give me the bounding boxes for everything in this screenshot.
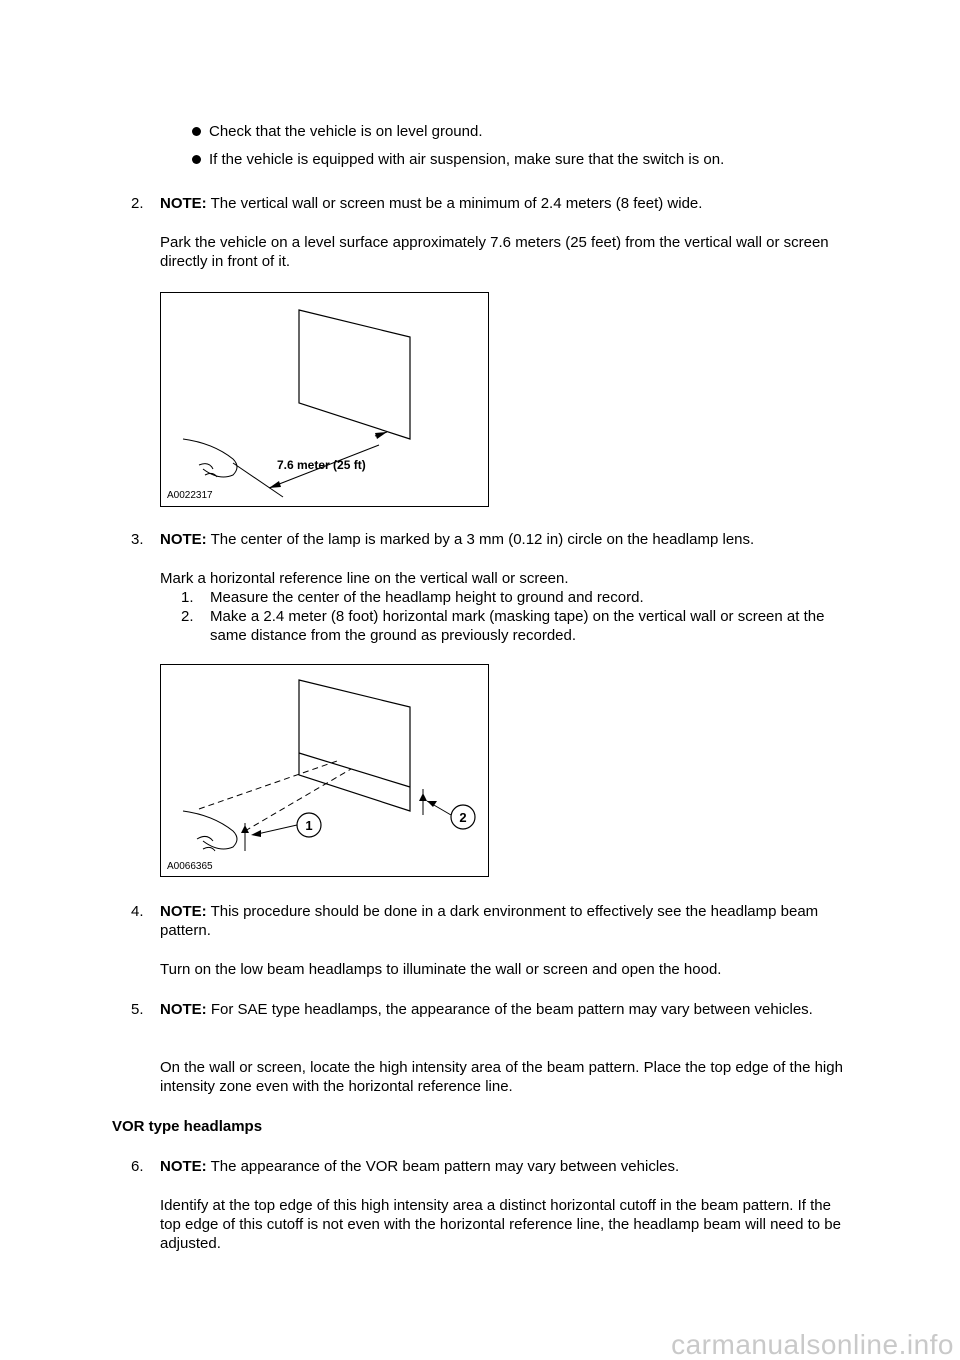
sub-step-number: 2. <box>181 608 194 625</box>
step-note <box>160 902 850 940</box>
note-text: The center of the lamp is marked by a 3 mm (0.12 in) circle on the headlamp lens. <box>210 531 755 548</box>
sub-step-text: Make a 2.4 meter (8 foot) horizontal mark (masking tape) on the vertical wall or screen at the same distance from the ground as previously recorded. <box>210 608 825 644</box>
note-text: The appearance of the VOR beam pattern may vary between vehicles. <box>210 1158 680 1175</box>
step-text: Turn on the low beam headlamps to illuminate the wall or screen and open the hood. <box>160 961 722 978</box>
bullet-dot-icon <box>192 155 201 164</box>
vehicle-detail <box>197 836 215 851</box>
step-note <box>160 530 850 549</box>
figure-wall-distance <box>160 292 489 507</box>
step-text: On the wall or screen, locate the high intensity area of the beam pattern. Place the top edge of the high intensity zone even with the horizontal reference line. <box>160 1059 843 1095</box>
callout-1-label: 1 <box>305 818 313 833</box>
sub-step-number: 1. <box>181 589 194 606</box>
bullet-dot-icon <box>192 127 201 136</box>
figure-code: A0022317 <box>167 490 213 501</box>
step-text: Park the vehicle on a level surface approximately 7.6 meters (25 feet) from the vertical wall or screen directly in front of it. <box>160 234 829 270</box>
note-label: NOTE: <box>160 531 207 548</box>
step-note <box>160 1157 850 1176</box>
step-number: 5. <box>131 1001 144 1018</box>
reference-line <box>299 753 410 787</box>
vehicle-sketch <box>183 811 237 849</box>
step-number: 2. <box>131 195 144 212</box>
step-note <box>160 1000 850 1019</box>
figure-reference-line <box>160 664 489 877</box>
note-text: For SAE type headlamps, the appearance of the beam pattern may vary between vehicles. <box>210 1001 813 1018</box>
arrow-up-icon <box>419 793 427 801</box>
note-text: The vertical wall or screen must be a minimum of 2.4 meters (8 feet) wide. <box>210 195 703 212</box>
note-text: This procedure should be done in a dark environment to effectively see the headlamp beam pattern. <box>160 903 819 939</box>
arrow-left-icon <box>251 830 261 837</box>
note-label: NOTE: <box>160 903 207 920</box>
step-note <box>160 194 850 213</box>
step-text: Mark a horizontal reference line on the vertical wall or screen. <box>160 570 569 587</box>
sub-step-text: Measure the center of the headlamp height to ground and record. <box>210 589 644 606</box>
dimension-line-left <box>233 463 283 497</box>
bullet-text: If the vehicle is equipped with air suspension, make sure that the switch is on. <box>209 151 725 168</box>
callout-2-label: 2 <box>459 810 467 825</box>
vehicle-sketch <box>183 439 237 477</box>
note-label: NOTE: <box>160 195 207 212</box>
step-number: 6. <box>131 1158 144 1175</box>
wall-outline <box>299 680 410 811</box>
step-number: 4. <box>131 903 144 920</box>
bullet-text: Check that the vehicle is on level ground. <box>209 123 483 140</box>
arrow-head-left-icon <box>269 481 281 488</box>
reference-line-illustration <box>161 665 488 876</box>
figure-code: A0066365 <box>167 861 213 872</box>
step-number: 3. <box>131 531 144 548</box>
section-heading: VOR type headlamps <box>112 1118 263 1135</box>
wall-outline <box>299 310 410 439</box>
projection-line-upper <box>199 761 337 809</box>
watermark: carmanualsonline.info <box>671 1329 954 1360</box>
step-text: Identify at the top edge of this high intensity area a distinct horizontal cutoff in the beam pattern. If the top edge of this cutoff is not even with the horizontal reference line, the headlamp beam will need to be adjusted. <box>160 1197 841 1252</box>
note-label: NOTE: <box>160 1001 207 1018</box>
distance-label: 7.6 meter (25 ft) <box>277 458 366 472</box>
wall-distance-illustration <box>161 293 488 506</box>
note-label: NOTE: <box>160 1158 207 1175</box>
